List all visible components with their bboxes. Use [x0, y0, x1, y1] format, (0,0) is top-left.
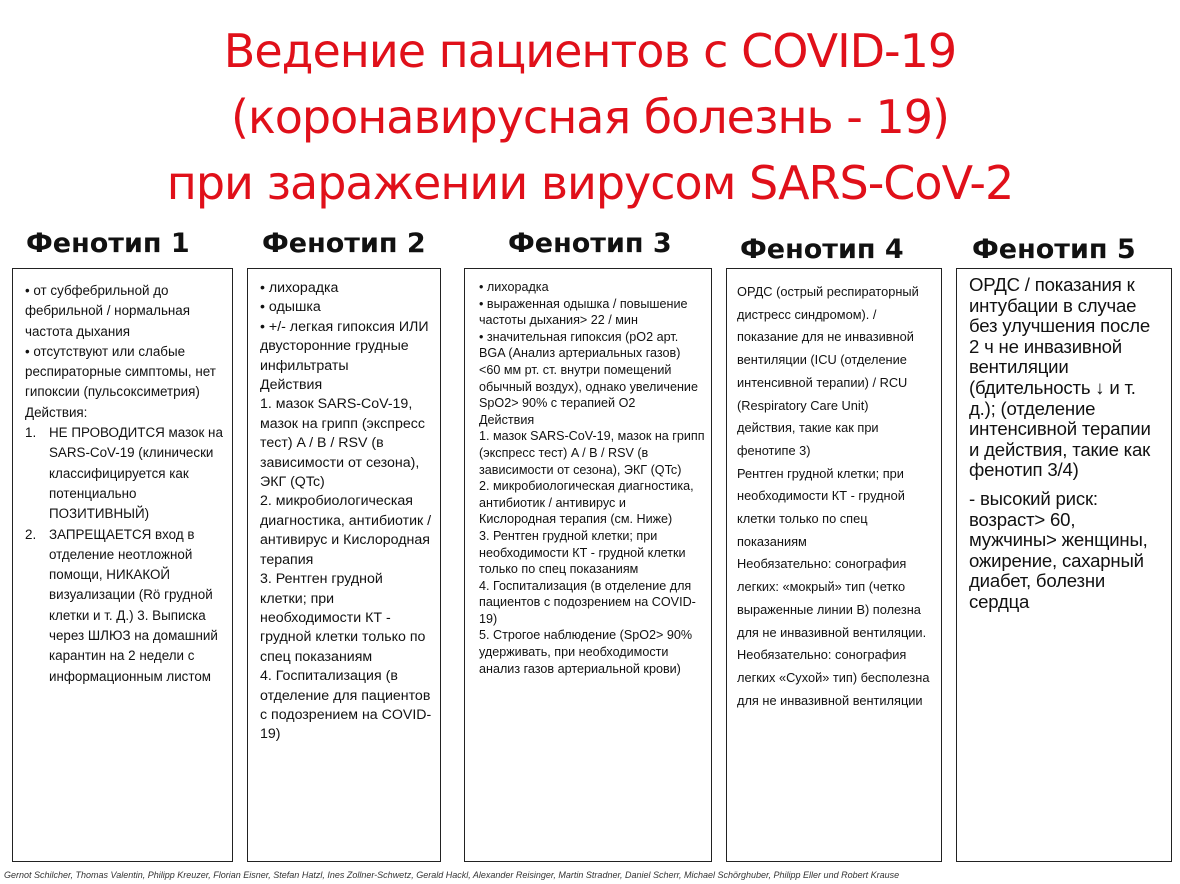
phenotype-3-line: 2. микробиологическая диагностика, антибиотик / антивирус и Кислородная терапия (см. Ниже): [479, 479, 694, 527]
phenotype-4-line: Необязательно: сонография легких: «мокрый» тип (четко выраженные линии B) полезна для не инвазивной вентиляции.: [737, 556, 927, 640]
phenotype-2-line: 2. микробиологическая диагностика, антибиотик / антивирус и Кислородная терапия: [260, 493, 432, 568]
phenotype-3-line: 4. Госпитализация (в отделение для пациентов с подозрением на COVID-19): [479, 578, 696, 626]
phenotype-2-line: • лихорадка: [260, 280, 339, 296]
phenotype-2-heading: Фенотип 2: [262, 228, 426, 259]
phenotype-4-line: ОРДС (острый респираторный дистресс синдромом). / показание для не инвазивной вентиляции (ICU (отделение интенсивной терапии) / RCU (Respiratory Care Unit): [737, 284, 919, 413]
phenotype-5-line: - высокий риск: возраст> 60, мужчины> женщины, ожирение, сахарный диабет, болезни сердца: [969, 487, 1148, 612]
phenotype-3-heading: Фенотип 3: [508, 228, 672, 259]
phenotype-1-line: • отсутствуют или слабые респираторные симптомы, нет гипоксии (пульсоксиметрия): [25, 343, 216, 400]
step-text: НЕ ПРОВОДИТСЯ мазок на SARS-CoV-19 (клинически классифицируется как потенциально ПОЗИТИВНЫЙ): [49, 425, 223, 522]
phenotype-3-line: • значительная гипоксия (pO2 арт. BGA (Анализ артериальных газов) <60 мм рт. ст. внутри помещений обычный воздух), однако увеличение SpO2> 90% с терапией O2: [479, 329, 698, 411]
phenotype-1-step: [25, 423, 224, 524]
authors-footer: Gernot Schilcher, Thomas Valentin, Philipp Kreuzer, Florian Eisner, Stefan Hatzl, Ines Zollner-Schwetz, Gerald Hackl, Alexander Reisinger, Martin Stradner, Daniel Scherr, Michael Schörghuber, Philipp Eller und Robert Krause: [4, 870, 900, 880]
phenotype-4-line: Необязательно: сонография легких «Сухой» тип) бесполезна для не инвазивной вентиляции: [737, 647, 930, 708]
phenotype-3-line: • выраженная одышка / повышение частоты дыхания> 22 / мин: [479, 296, 688, 328]
title-line-3: при заражении вирусом SARS-CoV-2: [166, 156, 1014, 210]
phenotype-5-heading: Фенотип 5: [972, 234, 1136, 265]
phenotype-3-line: • лихорадка: [479, 280, 549, 294]
phenotype-3-box: [464, 268, 712, 862]
phenotype-1-heading: Фенотип 1: [26, 228, 190, 259]
phenotype-2-box: [247, 268, 441, 862]
phenotype-4-box: [726, 268, 942, 862]
phenotype-2-line: 4. Госпитализация (в отделение для пациентов с подозрением на COVID-19): [260, 668, 432, 743]
phenotype-3-line: Действия: [479, 412, 535, 427]
phenotype-2-line: • +/- легкая гипоксия ИЛИ двусторонние грудные инфильтраты: [260, 318, 429, 374]
phenotype-4-heading: Фенотип 4: [740, 234, 904, 265]
phenotype-1-line: • от субфебрильной до фебрильной / нормальная частота дыхания: [25, 283, 191, 339]
phenotype-2-line: Действия: [260, 377, 323, 394]
phenotype-4-line: действия, такие как при фенотипе 3): [737, 420, 879, 458]
phenotype-2-line: 1. мазок SARS-CoV-19, мазок на грипп (экспресс тест) A / B / RSV (в зависимости от сезона), ЭКГ (QTc): [260, 396, 425, 491]
page-title: [0, 18, 1180, 216]
step-number: 1.: [25, 425, 37, 441]
phenotype-1-line: Действия:: [25, 404, 88, 420]
step-number: 2.: [25, 526, 37, 542]
phenotype-5-line: ОРДС / показания к интубации в случае без улучшения после 2 ч не инвазивной вентиляции (бдительность ↓ и т. д.); (отделение интенсивной терапии и действия, такие как фенотип 3/4): [969, 274, 1151, 481]
phenotype-3-line: 1. мазок SARS-CoV-19, мазок на грипп (экспресс тест) A / B / RSV (в зависимости от сезона), ЭКГ (QTc): [479, 429, 705, 477]
title-line-1: Ведение пациентов с COVID-19: [223, 24, 957, 78]
phenotype-1-step: [25, 525, 224, 687]
phenotype-4-line: Рентген грудной клетки; при необходимости КТ - грудной клетки только по спец показаниям: [737, 465, 905, 549]
phenotype-2-line: 3. Рентген грудной клетки; при необходимости КТ - грудной клетки только по спец показаниям: [260, 571, 426, 665]
title-line-2: (коронавирусная болезнь - 19): [231, 90, 949, 144]
phenotype-3-line: 5. Строгое наблюдение (SpO2> 90% удерживать, при необходимости анализ газов артериальной крови): [479, 628, 693, 676]
phenotype-1-box: [12, 268, 233, 862]
step-text: ЗАПРЕЩАЕТСЯ вход в отделение неотложной помощи, НИКАКОЙ визуализации (Rö грудной клетки и т. Д.) 3. Выписка через ШЛЮЗ на домашний карантин на 2 недели с информационным листом: [49, 526, 218, 684]
phenotype-5-box: [956, 268, 1172, 862]
phenotype-2-line: • одышка: [260, 299, 321, 316]
phenotype-3-line: 3. Рентген грудной клетки; при необходимости КТ - грудной клетки только по спец показаниям: [479, 528, 686, 577]
